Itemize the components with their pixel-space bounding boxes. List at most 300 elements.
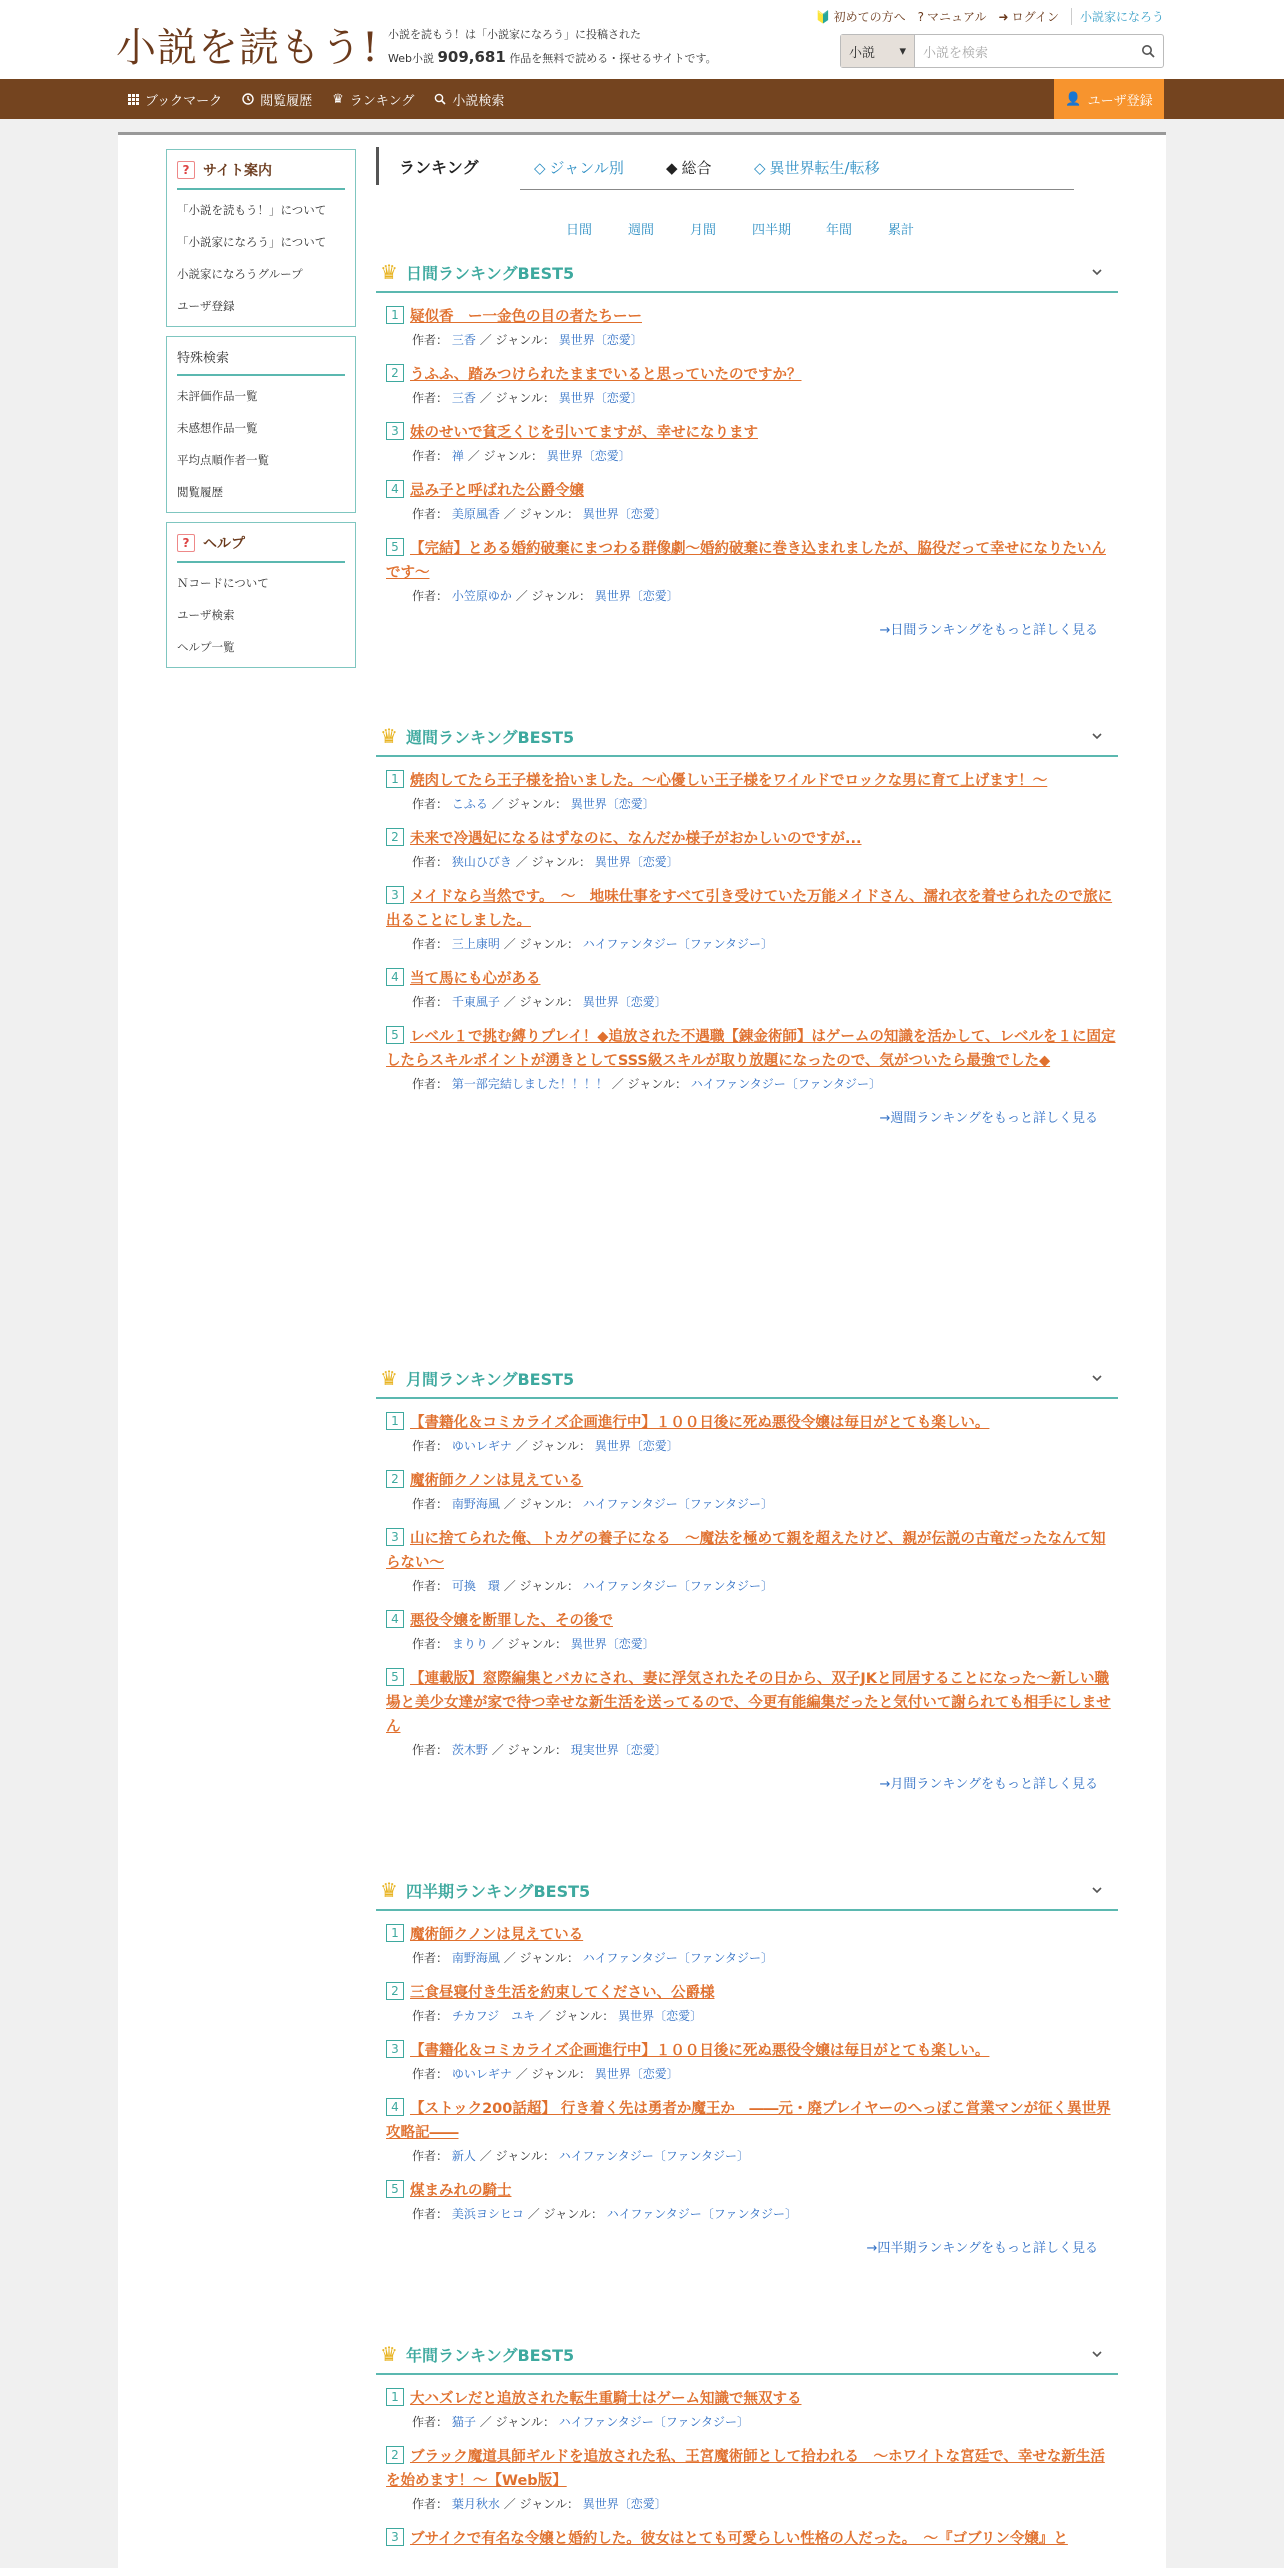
manual-link-label: マニュアル [926,10,987,24]
rank-number: 3 [386,1528,404,1546]
rank-number: 3 [386,422,404,440]
author-link[interactable]: 小笠原ゆか [451,589,512,603]
novel-meta [386,1739,1118,1761]
novel-meta [386,1073,1118,1095]
tagline-suffix: 作品を無料で読める・探せるサイトです。 [509,52,717,65]
novel-meta [386,2411,1118,2433]
special-search-title: 特殊検索 [177,351,230,366]
tab-underline [520,189,1074,190]
author-label: 作者： [412,1579,449,1593]
nav-ranking-label: ランキング [349,93,415,109]
list-item [386,1923,1118,1969]
question-circle-icon: ? [917,9,924,24]
genre-label: ／ ジャンル： [503,1497,579,1511]
list-item [386,827,1118,873]
list-item [386,1609,1118,1655]
genre-label: ／ ジャンル： [503,1579,579,1593]
author-link[interactable]: 千東風子 [451,995,500,1009]
login-icon: ➜ [998,9,1009,24]
nav-ranking[interactable] [322,79,424,119]
rank-number: 1 [386,306,404,324]
chevron-down-icon [1090,2347,1104,2361]
ranking-section [376,253,1118,638]
sidebar [166,149,356,677]
special-search-box [166,336,356,513]
novel-meta [386,991,1118,1013]
genre-link[interactable]: ハイファンタジー〔ファンタジー〕 [582,1579,773,1593]
genre-label: ／ ジャンル： [467,449,543,463]
genre-label: ／ ジャンル： [515,2067,591,2081]
crown-icon: ♛ [380,724,398,748]
novel-title-link[interactable]: うふふ、踏みつけられたままでいると思っていたのですか？ [410,367,802,383]
genre-label: ／ ジャンル： [503,507,579,521]
author-label: 作者： [412,937,449,951]
main-nav [0,79,1284,119]
ranking-section-title: 四半期ランキングBEST5 [405,1881,591,1901]
ranking-list [376,1911,1118,2225]
history-icon [242,93,254,105]
rank-number: 2 [386,1982,404,2000]
sidebar-link-user-search[interactable]: ユーザ検索 [177,608,235,622]
rank-number: 2 [386,1470,404,1488]
author-link[interactable]: 新人 [451,2149,476,2163]
novel-title-link[interactable]: 忌み子と呼ばれた公爵令嬢 [410,483,584,499]
rank-number: 4 [386,2098,404,2116]
novel-title-link[interactable]: 三食昼寝付き生活を約束してください、公爵様 [410,1985,715,2001]
search-icon [434,93,446,105]
novel-meta [386,2063,1118,2085]
author-label: 作者： [412,1439,449,1453]
list-item [386,885,1118,955]
search-type-value: 小説 [849,45,876,61]
rank-title-line [386,1667,1118,1739]
novel-meta [386,793,1118,815]
author-link[interactable]: 南野海風 [451,1951,500,1965]
author-link[interactable]: まりり [451,1637,488,1651]
novel-title-link[interactable]: 魔術師クノンは見えている [410,1927,584,1943]
period-daily[interactable]: 日間 [566,223,593,238]
rank-title-line [386,2179,1118,2203]
rank-title-line [386,2097,1118,2145]
rank-number: 3 [386,2528,404,2546]
genre-link[interactable]: 異世界〔恋愛〕 [594,2067,679,2081]
ranking-section-header[interactable] [376,2335,1118,2375]
novel-title-link[interactable]: 妹のせいで貧乏くじを引いてますが、幸せになります [410,425,758,441]
ranking-section [376,717,1118,1126]
chevron-down-icon [1090,729,1104,743]
author-label: 作者： [412,449,449,463]
search-input[interactable]: 小説を検索 [923,45,989,61]
genre-label: ／ ジャンル： [491,1637,567,1651]
author-label: 作者： [412,855,449,869]
novel-title-link[interactable]: 焼肉してたら王子様を拾いました。～心優しい王子様をワイルドでロックな男に育て上げます！～ [410,773,1048,789]
period-monthly[interactable]: 月間 [690,223,717,238]
ranking-section [376,1359,1118,1792]
narou-logo-link[interactable]: 小説家になろう [1071,8,1164,25]
diamond-filled-icon: ◆ [666,158,678,177]
novel-meta [386,2493,1118,2515]
ranking-section-title: 年間ランキングBEST5 [405,2345,575,2365]
list-item [386,2387,1118,2433]
author-label: 作者： [412,2497,449,2511]
genre-link[interactable]: ハイファンタジー〔ファンタジー〕 [606,2207,797,2221]
sidebar-link-history[interactable]: 閲覧履歴 [177,485,223,499]
list-item [386,537,1118,607]
period-quarterly[interactable]: 四半期 [752,223,792,238]
author-link[interactable]: 美原風香 [451,507,500,521]
ranking-section-title: 週間ランキングBEST5 [405,727,575,747]
beginner-link[interactable] [816,8,906,25]
author-label: 作者： [412,2067,449,2081]
tab-overall-label: 総合 [681,159,712,177]
tab-isekai[interactable] [754,157,880,178]
author-link[interactable]: 葉月秋水 [451,2497,500,2511]
search-form [840,34,1164,68]
author-link[interactable]: ゆいレギナ [451,1439,512,1453]
rank-number: 1 [386,1924,404,1942]
crown-icon: ♛ [332,91,344,107]
genre-label: ／ ジャンル： [479,2415,555,2429]
genre-label: ／ ジャンル： [491,797,567,811]
ranking-tabs [376,147,1118,238]
crown-icon: ♛ [380,260,398,284]
list-item [386,1667,1118,1761]
author-link[interactable]: 三香 [451,391,476,405]
novel-title-link[interactable]: ブサイクで有名な令嬢と婚約した。彼女はとても可愛らしい性格の人だった。 ～『ゴブリン令嬢』と [410,2531,1068,2547]
author-link[interactable]: チカフジ ユキ [451,2009,536,2023]
author-label: 作者： [412,797,449,811]
more-ranking-link[interactable]: →月間ランキングをもっと詳しく見る [879,1777,1098,1792]
rank-title-line [386,1527,1118,1575]
author-label: 作者： [412,2009,449,2023]
novel-meta [386,2005,1118,2027]
list-item [386,2039,1118,2085]
ranking-section [376,2335,1118,2563]
sidebar-link-help-list[interactable]: ヘルプ一覧 [177,640,235,654]
sidebar-link-narou-group[interactable]: 小説家になろうグループ [177,267,303,281]
author-label: 作者： [412,391,449,405]
author-label: 作者： [412,507,449,521]
rank-title-line [386,1025,1118,1073]
rank-title-line [386,769,1118,793]
ranking-section-header[interactable] [376,1871,1118,1911]
sidebar-link-no-review[interactable]: 未感想作品一覧 [177,421,258,435]
rank-title-line [386,305,1118,329]
more-ranking-link[interactable]: →四半期ランキングをもっと詳しく見る [866,2241,1098,2256]
rank-title-line [386,885,1118,933]
login-link-label: ログイン [1011,10,1059,24]
help-title: ヘルプ [203,536,245,552]
ranking-list [376,757,1118,1095]
beginner-link-label: 初めての方へ [833,10,906,24]
rank-number: 5 [386,538,404,556]
novel-title-link[interactable]: 【連載版】窓際編集とバカにされ、妻に浮気されたその日から、双子JKと同居することになった〜新しい職場と美少女達が家で待つ幸せな新生活を送ってるので、今更有能編集だったと気付いて謝られても相手にしません [386,1671,1111,1735]
genre-label: ／ ジャンル： [515,1439,591,1453]
novel-title-link[interactable]: 【書籍化＆コミカライズ企画進行中】１００日後に死ぬ悪役令嬢は毎日がとても楽しい。 [410,1415,990,1431]
list-item [386,1527,1118,1597]
genre-link[interactable]: 異世界〔恋愛〕 [594,589,679,603]
novel-meta [386,2203,1118,2225]
author-link[interactable]: 三上康明 [451,937,500,951]
rank-number: 1 [386,1412,404,1430]
genre-link[interactable]: ハイファンタジー〔ファンタジー〕 [558,2149,749,2163]
rank-number: 5 [386,2180,404,2198]
genre-label: ／ ジャンル： [479,333,555,347]
user-register-label: ユーザ登録 [1087,93,1153,109]
novel-title-link[interactable]: 当て馬にも心がある [410,971,541,987]
genre-link[interactable]: 異世界〔恋愛〕 [558,333,643,347]
genre-link[interactable]: ハイファンタジー〔ファンタジー〕 [690,1077,881,1091]
author-label: 作者： [412,2149,449,2163]
period-cumulative[interactable]: 累計 [888,223,915,238]
help-box [166,522,356,668]
diamond-outline-icon: ◇ [534,158,546,177]
list-item [386,967,1118,1013]
author-link[interactable]: 美浜ヨシヒコ [451,2207,524,2221]
author-link[interactable]: 南野海風 [451,1497,500,1511]
genre-label: ／ ジャンル： [527,2207,603,2221]
genre-link[interactable]: 異世界〔恋愛〕 [558,391,643,405]
genre-link[interactable]: 異世界〔恋愛〕 [570,797,655,811]
author-label: 作者： [412,1637,449,1651]
question-icon: ? [177,161,195,179]
chevron-down-icon [1090,265,1104,279]
genre-label: ／ ジャンル： [515,855,591,869]
novel-title-link[interactable]: 疑似香 ー一金色の目の者たちーー [410,309,642,325]
ranking-section-header[interactable] [376,717,1118,757]
novel-title-link[interactable]: レベル１で挑む縛りプレイ！◆追放された不遇職【錬金術師】はゲームの知識を活かして、レベルを１に固定したらスキルポイントが湧きとしてSSS級スキルが取り放題になったので、気がついたら最強でした◆ [386,1029,1116,1069]
ranking-heading: ランキング [376,147,479,185]
rank-title-line [386,2445,1118,2493]
beginner-icon: 🔰 [815,9,831,24]
author-link[interactable]: 狭山ひびき [451,855,512,869]
tab-genre[interactable] [534,157,624,178]
search-type-select[interactable] [841,35,915,67]
sidebar-link-ncode[interactable]: Ｎコードについて [177,576,269,590]
chevron-down-icon [1090,1883,1104,1897]
rank-title-line [386,2527,1118,2551]
crown-icon: ♛ [380,1878,398,1902]
novel-title-link[interactable]: 山に捨てられた俺、トカゲの養子になる ～魔法を極めて親を超えたけど、親が伝説の古竜だったなんて知らない～ [386,1531,1106,1571]
period-weekly[interactable]: 週間 [628,223,655,238]
list-item [386,2097,1118,2167]
genre-link[interactable]: 現実世界〔恋愛〕 [570,1743,667,1757]
rank-title-line [386,1923,1118,1947]
site-logo[interactable]: 小説を読もう! [116,25,380,71]
novel-meta [386,1493,1118,1515]
novel-count: 909,681 [437,48,506,66]
novel-title-link[interactable]: 魔術師クノンは見えている [410,1473,584,1489]
author-label: 作者： [412,1951,449,1965]
chevron-down-icon: ▾ [899,43,906,59]
author-label: 作者： [412,1497,449,1511]
novel-meta [386,329,1118,351]
rank-title-line [386,967,1118,991]
genre-label: ／ ジャンル： [503,995,579,1009]
rank-number: 4 [386,480,404,498]
rank-title-line [386,827,1118,851]
genre-label: ／ ジャンル： [611,1077,687,1091]
novel-title-link[interactable]: 煤まみれの騎士 [410,2183,512,2199]
author-link[interactable]: 禅 [451,449,464,463]
genre-link[interactable]: 異世界〔恋愛〕 [582,995,667,1009]
manual-link[interactable] [918,8,987,25]
genre-link[interactable]: 異世界〔恋愛〕 [594,855,679,869]
rank-title-line [386,421,1118,445]
ranking-list [376,1399,1118,1761]
genre-label: ／ ジャンル： [503,2497,579,2511]
more-ranking-link[interactable]: →日間ランキングをもっと詳しく見る [879,623,1098,638]
rank-title-line [386,1411,1118,1435]
genre-label: ／ ジャンル： [515,589,591,603]
list-item [386,1469,1118,1515]
list-item [386,1981,1118,2027]
rank-number: 1 [386,770,404,788]
rank-number: 1 [386,2388,404,2406]
rank-number: 5 [386,1026,404,1044]
author-label: 作者： [412,1077,449,1091]
genre-link[interactable]: 異世界〔恋愛〕 [546,449,631,463]
diamond-outline-icon: ◇ [754,158,766,177]
novel-title-link[interactable]: 悪役令嬢を断罪した、その後で [410,1613,613,1629]
nav-bookmark-label: ブックマーク [145,93,223,109]
genre-link[interactable]: ハイファンタジー〔ファンタジー〕 [582,1497,773,1511]
period-yearly[interactable]: 年間 [826,223,853,238]
rank-title-line [386,1609,1118,1633]
list-item [386,769,1118,815]
novel-title-link[interactable]: 【書籍化＆コミカライズ企画進行中】１００日後に死ぬ悪役令嬢は毎日がとても楽しい。 [410,2043,990,2059]
rank-number: 3 [386,886,404,904]
genre-label: ／ ジャンル： [491,1743,567,1757]
author-label: 作者： [412,2415,449,2429]
sidebar-link-unrated[interactable]: 未評価作品一覧 [177,389,258,403]
grid-icon [128,94,139,105]
list-item [386,1411,1118,1457]
special-search-heading [177,343,345,376]
author-link[interactable]: 第一部完結しました！！！！ [451,1077,608,1091]
tab-overall[interactable] [666,157,712,178]
novel-title-link[interactable]: 未来で冷遇妃になるはずなのに、なんだか様子がおかしいのですが... [410,831,862,847]
novel-meta [386,503,1118,525]
site-guide-heading [177,156,345,190]
genre-link[interactable]: ハイファンタジー〔ファンタジー〕 [558,2415,749,2429]
search-button[interactable] [1133,35,1163,67]
tagline-line1: 小説を読もう！は「小説家になろう」に投稿された [388,28,641,41]
search-icon [1141,44,1155,58]
site-guide-title: サイト案内 [203,163,273,179]
novel-meta [386,851,1118,873]
rank-number: 3 [386,2040,404,2058]
novel-title-link[interactable]: 【完結】とある婚約破棄にまつわる群像劇～婚約破棄に巻き込まれましたが、脇役だって幸せになりたいんです～ [386,541,1106,581]
author-label: 作者： [412,333,449,347]
novel-title-link[interactable]: ブラック魔道具師ギルドを追放された私、王宮魔術師として拾われる ～ホワイトな宮廷で、幸せな新生活を始めます！～【Web版】 [386,2449,1105,2489]
ranking-section-header[interactable] [376,253,1118,293]
nav-history-label: 閲覧履歴 [260,93,313,109]
author-label: 作者： [412,1743,449,1757]
author-link[interactable]: こふる [451,797,488,811]
list-item [386,2527,1118,2551]
author-link[interactable]: 可換 環 [451,1579,500,1593]
rank-number: 2 [386,828,404,846]
nav-search-label: 小説検索 [452,93,505,109]
question-icon: ? [177,534,195,552]
ranking-list [376,2375,1118,2551]
novel-meta [386,445,1118,467]
rank-number: 5 [386,1668,404,1686]
genre-link[interactable]: 異世界〔恋愛〕 [618,2009,703,2023]
list-item [386,421,1118,467]
author-link[interactable]: 茨木野 [451,1743,488,1757]
list-item [386,305,1118,351]
nav-search[interactable] [424,79,514,119]
novel-meta [386,2145,1118,2167]
sidebar-link-user-register[interactable]: ユーザ登録 [177,299,235,313]
ranking-section-header[interactable] [376,1359,1118,1399]
ranking-list [376,293,1118,607]
site-guide-box [166,149,356,327]
more-ranking-link[interactable]: →週間ランキングをもっと詳しく見る [879,1111,1098,1126]
nav-bookmark[interactable] [118,79,232,119]
novel-title-link[interactable]: 【ストック200話超】 行き着く先は勇者か魔王か ――元・廃プレイヤーのへっぽこ営業マンが征く異世界攻略記―― [386,2101,1111,2141]
novel-meta [386,933,1118,955]
ranking-section [376,1871,1118,2256]
ranking-section-title: 日間ランキングBEST5 [405,263,575,283]
list-item [386,2179,1118,2225]
author-link[interactable]: 猫子 [451,2415,476,2429]
genre-label: ／ ジャンル： [538,2009,615,2023]
genre-label: ／ ジャンル： [503,937,579,951]
novel-meta [386,585,1118,607]
page-container [118,132,1166,2568]
sidebar-link-average-authors[interactable]: 平均点順作者一覧 [177,453,269,467]
rank-title-line [386,479,1118,503]
author-label: 作者： [412,589,449,603]
genre-link[interactable]: ハイファンタジー〔ファンタジー〕 [582,937,773,951]
sidebar-link-about-narou[interactable]: 「小説家になろう」について [177,235,327,249]
top-links [816,8,1164,25]
rank-title-line [386,1469,1118,1493]
rank-number: 2 [386,2446,404,2464]
site-tagline [388,24,717,70]
list-item [386,1025,1118,1095]
rank-title-line [386,2039,1118,2063]
help-heading [177,529,345,563]
crown-icon: ♛ [380,1366,398,1390]
user-register-button[interactable] [1054,79,1164,119]
genre-label: ／ ジャンル： [479,391,555,405]
rank-number: 2 [386,364,404,382]
list-item [386,2445,1118,2515]
genre-link[interactable]: 異世界〔恋愛〕 [582,2497,667,2511]
genre-label: ／ ジャンル： [503,1951,579,1965]
novel-title-link[interactable]: 大ハズレだと追放された転生重騎士はゲーム知識で無双する [410,2391,802,2407]
crown-icon: ♛ [380,2342,398,2366]
tagline-prefix: Web小説 [388,52,434,65]
login-link[interactable] [999,8,1059,25]
genre-link[interactable]: 異世界〔恋愛〕 [570,1637,655,1651]
author-label: 作者： [412,995,449,1009]
nav-history[interactable] [232,79,322,119]
author-link[interactable]: 三香 [451,333,476,347]
genre-link[interactable]: ハイファンタジー〔ファンタジー〕 [582,1951,773,1965]
tab-genre-label: ジャンル別 [549,159,624,177]
novel-title-link[interactable]: メイドなら当然です。 〜 地味仕事をすべて引き受けていた万能メイドさん、濡れ衣を着せられたので旅に出ることにしました。 [386,889,1113,929]
author-link[interactable]: ゆいレギナ [451,2067,512,2081]
rank-number: 4 [386,1610,404,1628]
genre-link[interactable]: 異世界〔恋愛〕 [594,1439,679,1453]
sidebar-link-about-yomou[interactable]: 「小説を読もう！」について [177,203,327,217]
genre-link[interactable]: 異世界〔恋愛〕 [582,507,667,521]
